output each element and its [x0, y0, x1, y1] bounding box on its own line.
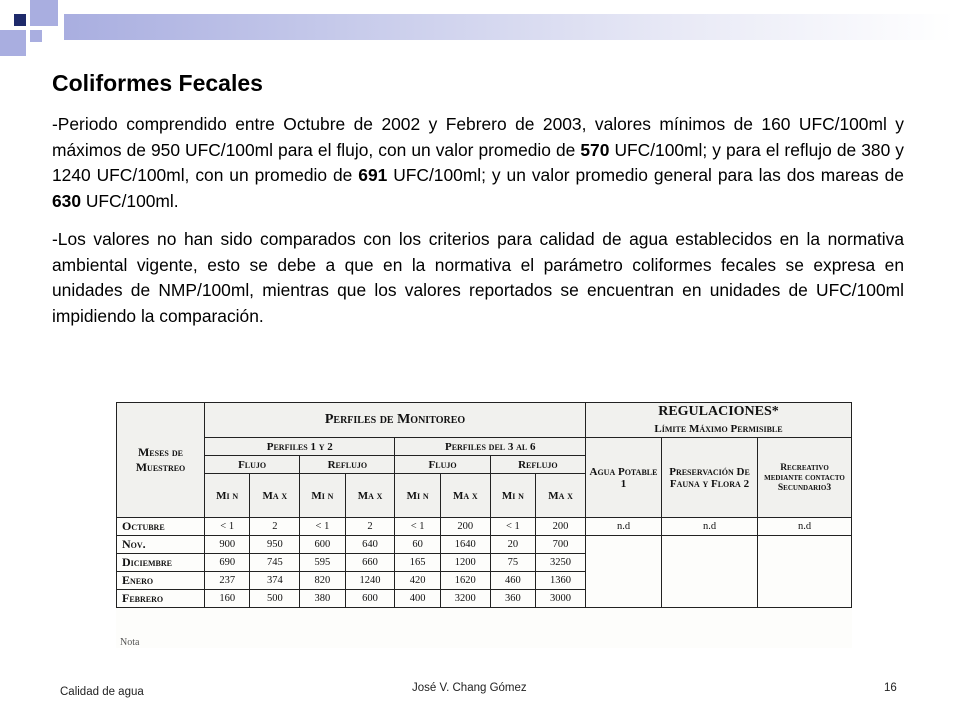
- value-cell: 1240: [345, 572, 395, 590]
- value-cell: 1640: [440, 536, 490, 554]
- limit-cell: n.d: [586, 518, 662, 536]
- header-max: Ma x: [536, 474, 586, 518]
- value-cell: 950: [250, 536, 300, 554]
- header-reflujo: Reflujo: [300, 456, 395, 474]
- header-min: Mi n: [205, 474, 250, 518]
- limit-cell-empty: [758, 536, 852, 608]
- header-agua-potable: Agua Potable 1: [586, 438, 662, 518]
- value-cell: 60: [395, 536, 440, 554]
- value-cell: 1620: [440, 572, 490, 590]
- header-recreativo: Recreativo mediante contacto Secundario3: [758, 438, 852, 518]
- value-cell: 400: [395, 590, 440, 608]
- value-cell: 640: [345, 536, 395, 554]
- month-cell: Febrero: [117, 590, 205, 608]
- value-cell: 165: [395, 554, 440, 572]
- slide-title: Coliformes Fecales: [52, 70, 263, 96]
- footer-subject: Calidad de agua: [60, 686, 144, 698]
- header-min: Mi n: [395, 474, 440, 518]
- month-cell: Nov.: [117, 536, 205, 554]
- header-profiles-1-2: Perfiles 1 y 2: [205, 438, 395, 456]
- value-cell: 160: [205, 590, 250, 608]
- paragraph-comparison: -Los valores no han sido comparados con los criterios para calidad de agua establecidos en la normativa ambiental vigente, esto se debe a que en la normativa el parámetro coliformes fecales se expresa en unidades de NMP/100ml, mientras que los valores reportados se encuentran en unidades de UFC/100ml impidiendo la comparación.: [52, 229, 904, 326]
- value-cell: < 1: [490, 518, 535, 536]
- value-cell: 374: [250, 572, 300, 590]
- header-flujo: Flujo: [395, 456, 490, 474]
- header-months: Meses de Muestreo: [117, 403, 205, 518]
- value-cell: 3200: [440, 590, 490, 608]
- footer-author: José V. Chang Gómez: [412, 682, 527, 694]
- value-cell: 1200: [440, 554, 490, 572]
- header-flujo: Flujo: [205, 456, 300, 474]
- value-cell: 3250: [536, 554, 586, 572]
- value-cell: 660: [345, 554, 395, 572]
- value-cell: 700: [536, 536, 586, 554]
- value-cell: < 1: [300, 518, 345, 536]
- scanned-regulation-table: [116, 402, 852, 648]
- header-profiles-3-6: Perfiles del 3 al 6: [395, 438, 586, 456]
- header-gradient-band: [64, 14, 954, 40]
- value-cell: < 1: [205, 518, 250, 536]
- value-cell: 595: [300, 554, 345, 572]
- header-max: Ma x: [345, 474, 395, 518]
- general-average: 630: [52, 190, 82, 211]
- value-cell: 600: [300, 536, 345, 554]
- paragraph-period: -Periodo comprendido entre Octubre de 2002 y Febrero de 2003, valores mínimos de 160 UFC/100ml y máximos de 950 UFC/100ml para el flujo, con un valor promedio de 570 UFC/100ml; y para el reflujo de 380 y 1240 UFC/100ml, con un promedio de 691 UFC/100ml; y un valor promedio general para las dos mareas de 630 UFC/100ml.: [52, 114, 904, 211]
- value-cell: 200: [536, 518, 586, 536]
- value-cell: 2: [345, 518, 395, 536]
- value-cell: 745: [250, 554, 300, 572]
- value-cell: 360: [490, 590, 535, 608]
- header-regulations: REGULACIONES*: [586, 403, 852, 421]
- value-cell: 600: [345, 590, 395, 608]
- limit-cell: n.d: [662, 518, 758, 536]
- corner-square-navy: [14, 14, 26, 26]
- value-cell: 500: [250, 590, 300, 608]
- value-cell: 2: [250, 518, 300, 536]
- month-cell: Octubre: [117, 518, 205, 536]
- limit-cell-empty: [662, 536, 758, 608]
- header-reflujo: Reflujo: [490, 456, 585, 474]
- header-max: Ma x: [250, 474, 300, 518]
- limit-cell-empty: [586, 536, 662, 608]
- header-limit: Límite Máximo Permisible: [586, 420, 852, 438]
- header-min: Mi n: [300, 474, 345, 518]
- flujo-average: 570: [580, 139, 610, 160]
- table-row: [117, 518, 852, 536]
- value-cell: 3000: [536, 590, 586, 608]
- value-cell: 420: [395, 572, 440, 590]
- value-cell: 20: [490, 536, 535, 554]
- table-row: [117, 536, 852, 554]
- header-fauna-flora: Preservación De Fauna y Flora 2: [662, 438, 758, 518]
- corner-square-lavender: [0, 30, 26, 56]
- value-cell: 460: [490, 572, 535, 590]
- value-cell: < 1: [395, 518, 440, 536]
- value-cell: 200: [440, 518, 490, 536]
- header-profiles: Perfiles de Monitoreo: [205, 403, 586, 438]
- page-number: 16: [884, 682, 897, 694]
- month-cell: Enero: [117, 572, 205, 590]
- value-cell: 237: [205, 572, 250, 590]
- value-cell: 690: [205, 554, 250, 572]
- value-cell: 1360: [536, 572, 586, 590]
- reflujo-average: 691: [358, 165, 388, 185]
- header-min: Mi n: [490, 474, 535, 518]
- value-cell: 75: [490, 554, 535, 572]
- corner-square-lavender: [30, 30, 42, 42]
- month-cell: Diciembre: [117, 554, 205, 572]
- value-cell: 820: [300, 572, 345, 590]
- limit-cell: n.d: [758, 518, 852, 536]
- value-cell: 380: [300, 590, 345, 608]
- corner-square-lavender: [30, 0, 58, 26]
- table-note: Nota: [120, 637, 140, 648]
- coliform-table: [116, 402, 852, 608]
- value-cell: 900: [205, 536, 250, 554]
- header-max: Ma x: [440, 474, 490, 518]
